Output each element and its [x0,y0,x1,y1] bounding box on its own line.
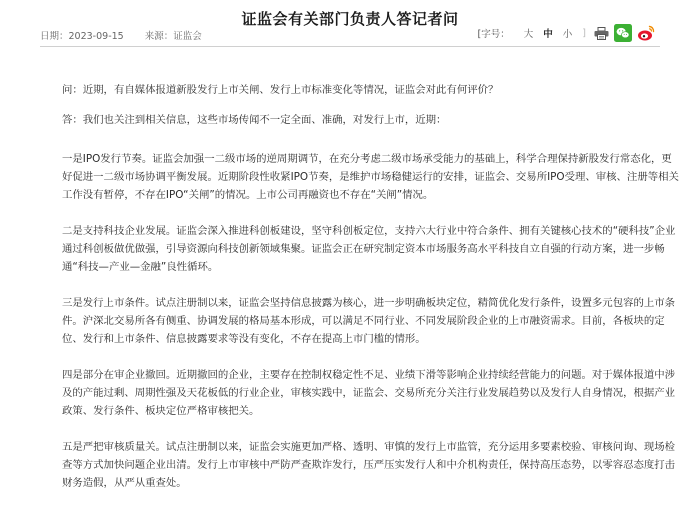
font-size-large-button[interactable]: 大 [523,29,534,40]
article-meta [40,28,660,42]
article-toolbar [478,24,660,42]
article-title: 证监会有关部门负责人答记者问 [241,10,459,28]
paragraph-withdrawals: 四是部分在审企业撤回。近期撤回的企业，主要存在控制权稳定性不足、业绩下滑等影响企业持续经营能力的问题。对于媒体报道中涉及的产能过剩、周期性强及天花板低的行业企业，审核实践中，证监会、交易所充分关注行业发展趋势以及发行人自身情况，根据产业政策、发行条件、板块定位严格审核把关。 [62,369,676,417]
wechat-icon[interactable] [614,24,632,42]
paragraph-listing-conditions: 三是发行上市条件。试点注册制以来，证监会坚持信息披露为核心，进一步明确板块定位，精简优化发行条件，设置多元包容的上市条件。沪深北交易所各有侧重、协调发展的格局基本形成，可以满足不同行业、不同发展阶段企业的上市融资需求。目前，各板块的定位、发行和上市条件、信息披露要求等没有变化，不存在提高上市门槛的情形。 [62,297,676,345]
meta-left [40,28,220,42]
publish-date: 日期：2023-09-15 [40,31,124,42]
print-icon[interactable] [594,27,609,40]
weibo-icon[interactable] [637,24,655,42]
article-body [62,83,680,510]
font-size-close-bracket: ] [582,27,586,39]
question-text: 问：近期，有自媒体报道新股发行上市关闸、发行上市标准变化等情况，证监会对此有何评价？ [62,84,499,96]
paragraph-tech-support: 二是支持科技企业发展。证监会深入推进科创板建设，坚守科创板定位，支持六大行业中符合条件、拥有关键核心技术的“硬科技”企业通过科创板做优做强，引导资源向科技创新领域集聚。证监会正在研究制定资本市场服务高水平科技自立自强的行动方案，进一步畅通“科技—产业—金融”良性循环。 [62,225,676,273]
font-size-small-button[interactable]: 小 [562,29,573,40]
paragraph-review-quality: 五是严把审核质量关。试点注册制以来，证监会实施更加严格、透明、审慎的发行上市监管，充分运用多要素校验、审核问询、现场检查等方式加快问题企业出清。发行上市审核中严防严查欺诈发行，压严压实发行人和中介机构责任，保持高压态势，以零容忍态度打击财务造假，从严从重查处。 [62,441,676,489]
answer-intro: 答：我们也关注到相关信息，这些市场传闻不一定全面、准确，对发行上市，近期： [62,114,447,126]
font-size-label: [字号： [477,29,510,40]
article-source: 来源：证监会 [144,31,202,42]
paragraph-ipo-pace: 一是IPO发行节奏。证监会加强一二级市场的逆周期调节，在充分考虑二级市场承受能力的基础上，科学合理保持新股发行常态化，更好促进一二级市场协调平衡发展。近期阶段性收紧IPO节奏，是维护市场稳健运行的安排，证监会、交易所IPO受理、审核、注册等相关工作没有暂停，不存在IPO“关闸”的情况。上市公司再融资也不存在“关闸”情况。 [62,153,679,201]
font-size-medium-button[interactable]: 中 [543,29,553,40]
header-divider [40,46,660,47]
